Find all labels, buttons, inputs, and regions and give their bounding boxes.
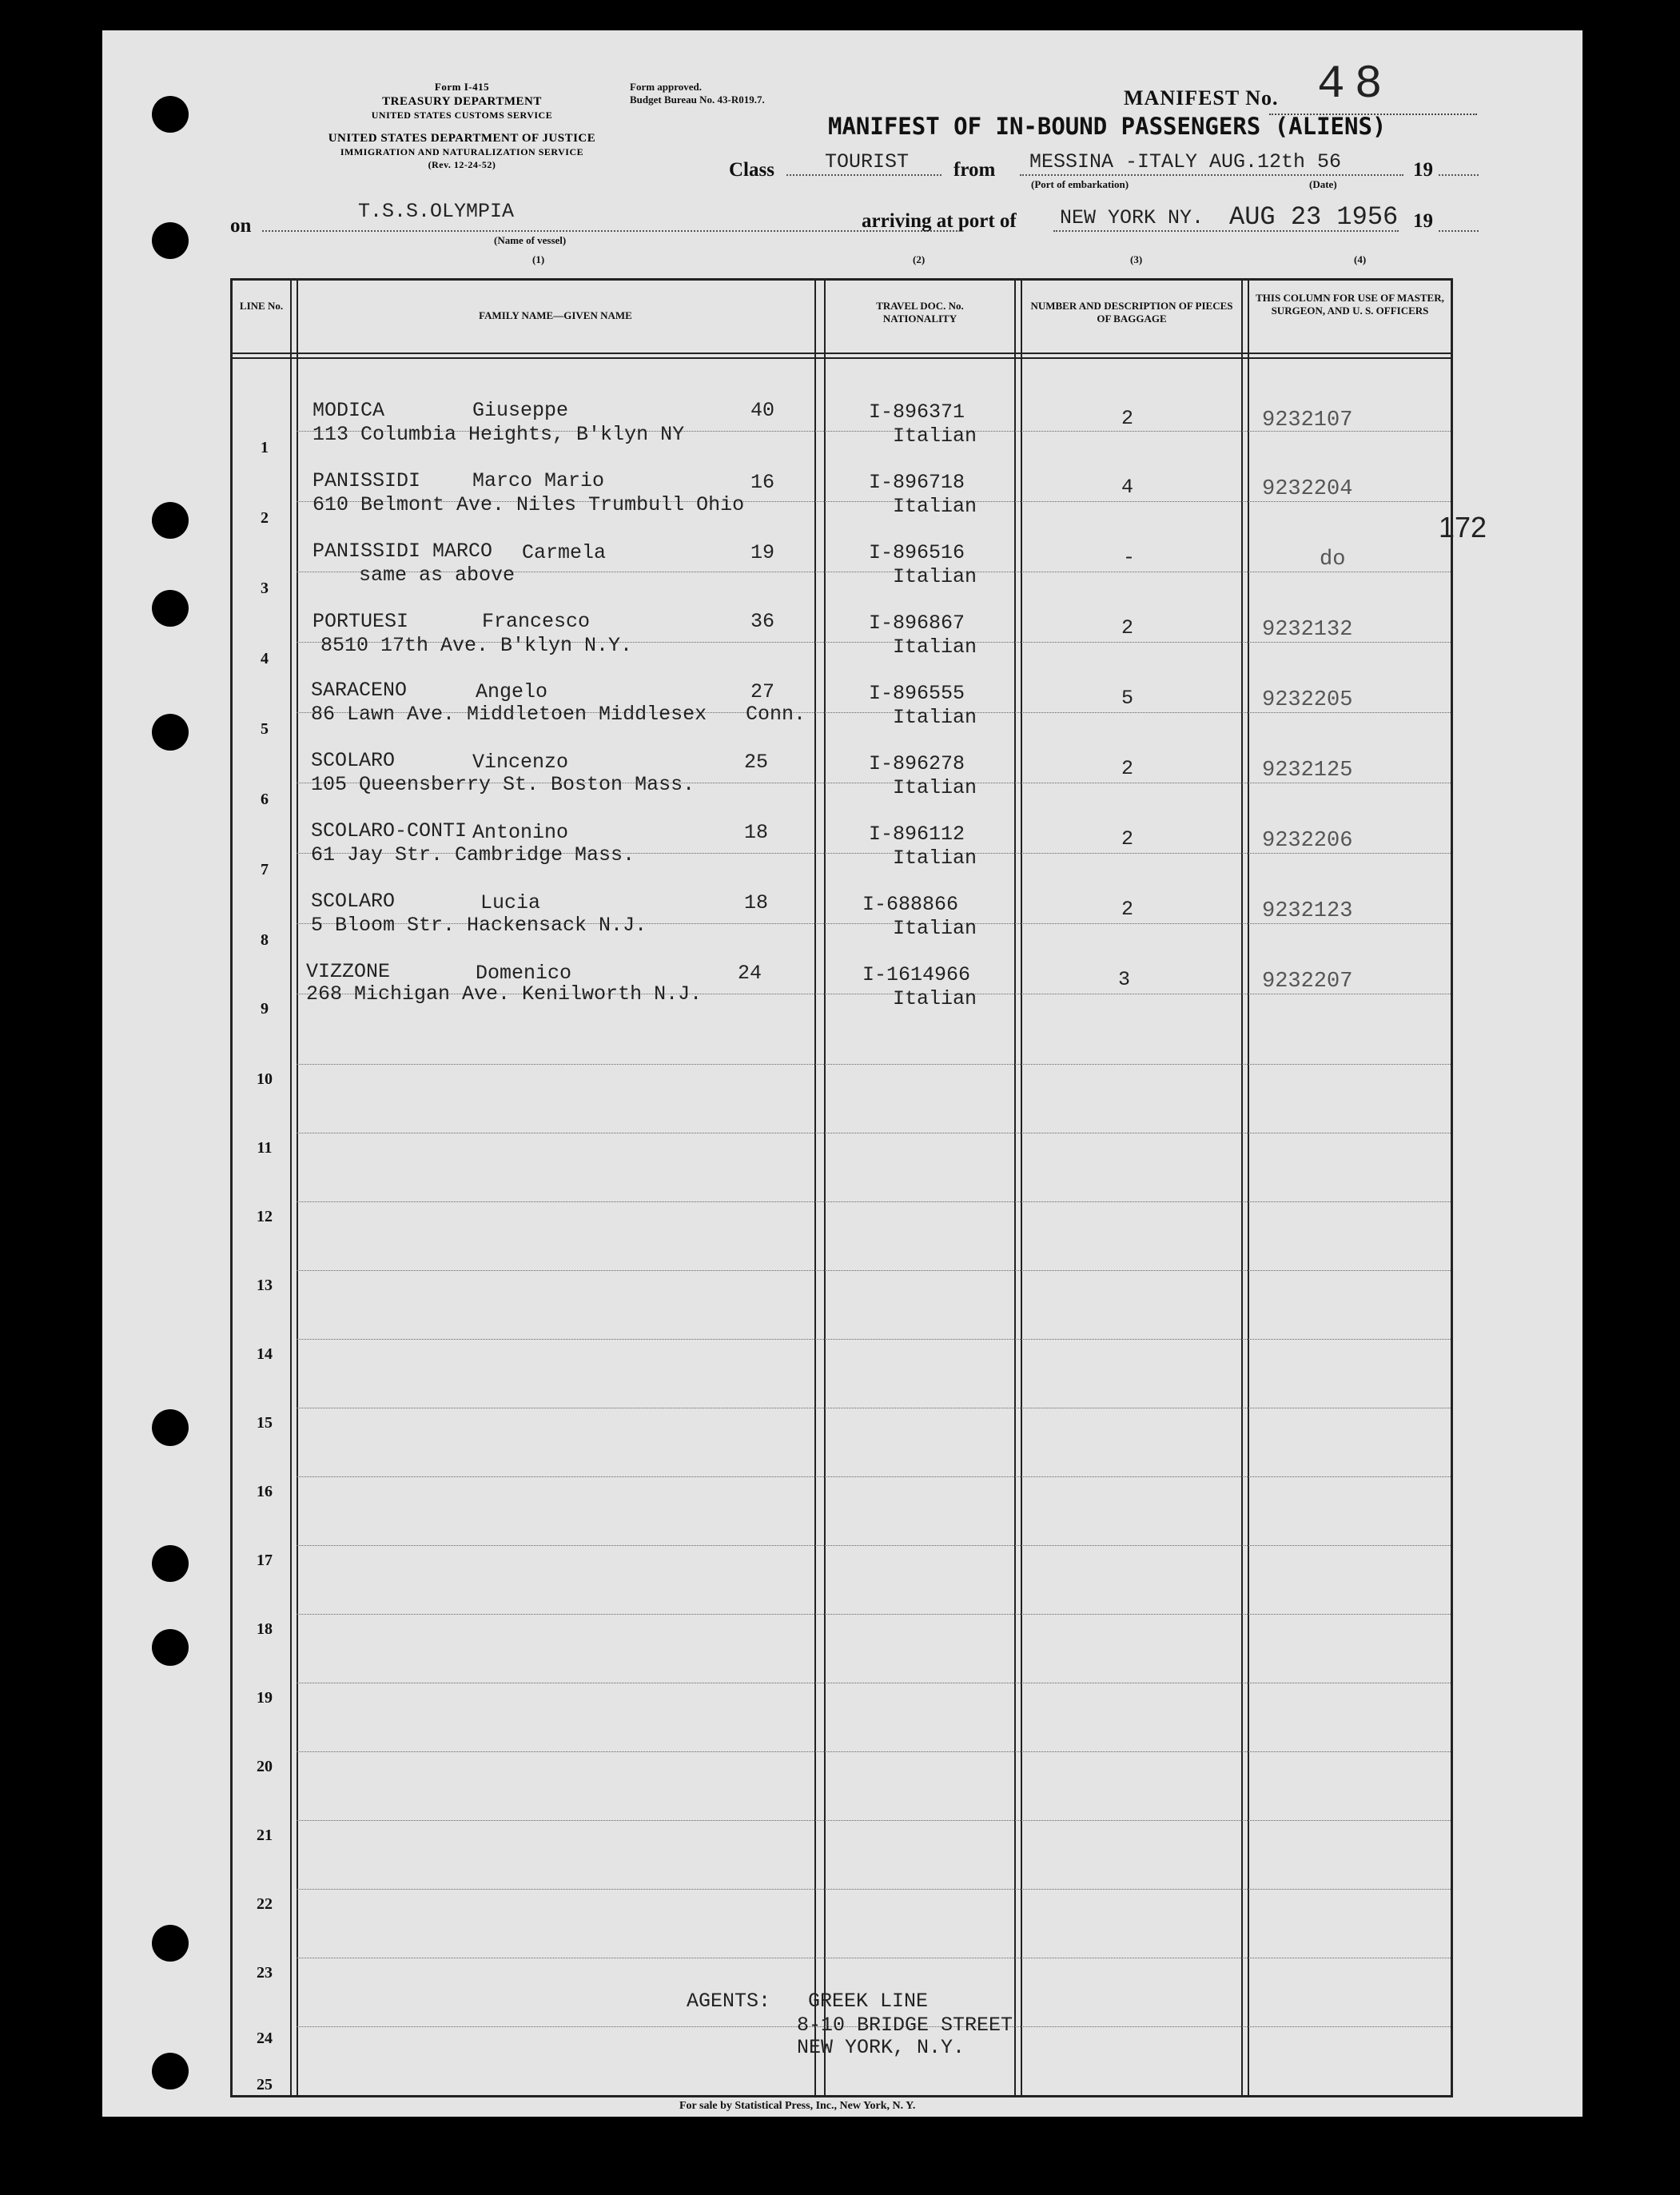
col-marker-3: (3) — [1130, 253, 1143, 265]
punch-hole — [152, 502, 189, 539]
passenger-given-name: Domenico — [476, 962, 572, 985]
col-divider — [1241, 281, 1243, 2095]
vessel-line — [262, 230, 957, 232]
passenger-address: 5 Bloom Str. Hackensack N.J. — [311, 914, 647, 937]
line-number: 24 — [257, 2030, 273, 2047]
passenger-family-name: PORTUESI — [313, 610, 409, 633]
passenger-doc-no: I-896555 — [869, 682, 965, 705]
from-label: from — [953, 159, 996, 181]
class-label: Class — [729, 159, 774, 181]
row-line — [297, 1270, 1451, 1271]
passenger-address: 105 Queensberry St. Boston Mass. — [311, 773, 695, 796]
passenger-doc-no: I-896112 — [869, 823, 965, 846]
passenger-nationality: Italian — [893, 847, 977, 870]
officer-number: 9232204 — [1262, 477, 1353, 501]
line-number: 2 — [261, 509, 269, 527]
passenger-given-name: Carmela — [522, 541, 607, 564]
line-number: 1 — [261, 439, 269, 456]
passenger-baggage: 2 — [1121, 757, 1134, 780]
year-line-2 — [1439, 230, 1479, 232]
line-number: 6 — [261, 791, 269, 808]
row-line — [297, 1476, 1451, 1477]
year-label-2: 19 — [1413, 210, 1433, 232]
from-value: MESSINA -ITALY AUG.12th 56 — [1029, 150, 1342, 173]
passenger-doc-no: I-896516 — [869, 541, 965, 564]
officer-number: 9232206 — [1262, 829, 1353, 853]
line-number: 8 — [261, 931, 269, 949]
punch-hole — [152, 1545, 189, 1582]
passenger-nationality: Italian — [893, 495, 977, 518]
passenger-nationality: Italian — [893, 424, 977, 448]
passenger-family-name: SCOLARO — [311, 890, 396, 913]
col-divider — [824, 281, 826, 2095]
passenger-age: 36 — [750, 610, 775, 633]
form-justice: UNITED STATES DEPARTMENT OF JUSTICE — [328, 132, 596, 145]
passenger-given-name: Lucia — [480, 891, 541, 914]
passenger-baggage: 2 — [1121, 407, 1134, 430]
form-rev: (Rev. 12-24-52) — [428, 159, 496, 170]
line-number: 20 — [257, 1758, 273, 1775]
line-number: 18 — [257, 1620, 273, 1638]
passenger-given-name: Angelo — [476, 680, 548, 703]
passenger-doc-no: I-1614966 — [862, 963, 971, 986]
passenger-nationality: Italian — [893, 565, 977, 588]
year-label: 19 — [1413, 159, 1433, 181]
passenger-address: 61 Jay Str. Cambridge Mass. — [311, 843, 635, 866]
line-number: 23 — [257, 1964, 273, 1982]
passenger-baggage: 2 — [1121, 898, 1134, 921]
manifest-page — [102, 30, 1582, 2117]
passenger-address: same as above — [359, 564, 516, 587]
col-divider — [290, 281, 292, 2095]
col-divider — [1248, 281, 1249, 2095]
line-number: 12 — [257, 1208, 273, 1225]
punch-hole — [152, 590, 189, 627]
passenger-family-name: MODICA — [313, 399, 385, 422]
line-number: 10 — [257, 1070, 273, 1088]
officer-number: 9232107 — [1262, 408, 1353, 432]
date-caption: (Date) — [1309, 178, 1337, 190]
line-number: 22 — [257, 1895, 273, 1913]
passenger-given-name: Marco Mario — [472, 469, 605, 492]
passenger-nationality: Italian — [893, 917, 977, 940]
officer-number: 9232123 — [1262, 899, 1353, 923]
passenger-age: 16 — [750, 471, 775, 494]
passenger-doc-no: I-896867 — [869, 611, 965, 635]
header-underline-2 — [233, 357, 1451, 359]
passenger-baggage: - — [1123, 546, 1136, 569]
arrival-line — [1053, 230, 1399, 232]
officer-number: do — [1320, 548, 1346, 572]
class-line — [786, 174, 942, 176]
passenger-given-name: Antonino — [472, 821, 569, 844]
officer-number: 9232205 — [1262, 688, 1353, 712]
row-line — [297, 1545, 1451, 1546]
line-number: 17 — [257, 1552, 273, 1569]
line-number: 7 — [261, 861, 269, 878]
passenger-address: 268 Michigan Ave. Kenilworth N.J. — [306, 982, 703, 1006]
officer-number: 9232132 — [1262, 618, 1353, 642]
budget-bureau: Budget Bureau No. 43-R019.7. — [630, 94, 765, 106]
passenger-age: 40 — [750, 399, 775, 422]
line-number: 5 — [261, 720, 269, 738]
passenger-doc-no: I-896278 — [869, 752, 965, 775]
passenger-address: 8510 17th Ave. B'klyn N.Y. — [320, 634, 633, 657]
col-marker-4: (4) — [1354, 253, 1367, 265]
arrival-date: AUG 23 1956 — [1229, 202, 1399, 232]
passenger-baggage: 2 — [1121, 827, 1134, 851]
vessel-caption: (Name of vessel) — [494, 234, 567, 246]
col-marker-2: (2) — [913, 253, 926, 265]
passenger-age: 19 — [750, 541, 775, 564]
punch-hole — [152, 1925, 189, 1962]
col-divider — [814, 281, 816, 2095]
agents-line-1: GREEK LINE — [808, 1990, 929, 2013]
passenger-family-name: PANISSIDI — [313, 469, 421, 492]
row-line — [297, 1614, 1451, 1615]
col-header-line-no: LINE No. — [239, 300, 284, 312]
year-line — [1439, 174, 1479, 176]
class-value: TOURIST — [825, 150, 910, 173]
passenger-given-name: Giuseppe — [472, 399, 569, 422]
passenger-baggage: 3 — [1118, 968, 1131, 991]
vessel-name: T.S.S.OLYMPIA — [358, 200, 515, 223]
passenger-family-name: SARACENO — [311, 679, 408, 702]
punch-hole — [152, 2053, 189, 2089]
passenger-address: 86 Lawn Ave. Middletoen Middlesex — [311, 703, 707, 726]
from-line — [1020, 174, 1403, 176]
agents-line-2: 8-10 BRIDGE STREET — [797, 2014, 1013, 2037]
passenger-doc-no: I-688866 — [862, 893, 959, 916]
form-department: TREASURY DEPARTMENT — [382, 95, 542, 108]
port-embark-caption: (Port of embarkation) — [1031, 178, 1129, 190]
manifest-no-label: MANIFEST No. — [1124, 86, 1279, 110]
passenger-family-name: PANISSIDI MARCO — [313, 540, 493, 563]
passenger-age: 18 — [744, 891, 769, 914]
page-title: MANIFEST OF IN-BOUND PASSENGERS (ALIENS) — [828, 113, 1387, 140]
passenger-age: 24 — [738, 962, 762, 985]
agents-label: AGENTS: — [687, 1990, 771, 2013]
form-number: Form I-415 — [434, 81, 490, 93]
col-header-officers: THIS COLUMN FOR USE OF MASTER, SURGEON, AND U. S. OFFICERS — [1256, 292, 1444, 317]
agents-line-3: NEW YORK, N.Y. — [797, 2036, 965, 2059]
line-number: 4 — [261, 650, 269, 667]
passenger-address: 610 Belmont Ave. Niles Trumbull Ohio — [313, 493, 745, 516]
row-line — [297, 1064, 1451, 1065]
col-header-name: FAMILY NAME—GIVEN NAME — [479, 309, 632, 321]
line-number: 16 — [257, 1483, 273, 1500]
arriving-label: arriving at port of — [862, 210, 1017, 232]
passenger-nationality: Italian — [893, 706, 977, 729]
header-underline — [233, 353, 1451, 354]
passenger-nationality: Italian — [893, 987, 977, 1010]
passenger-nationality: Italian — [893, 776, 977, 799]
passenger-doc-no: I-896718 — [869, 471, 965, 494]
passenger-family-name: VIZZONE — [306, 960, 391, 983]
arrival-port: NEW YORK NY. — [1060, 206, 1204, 229]
line-number: 14 — [257, 1345, 273, 1363]
manifest-number: 48 — [1317, 59, 1392, 111]
on-label: on — [230, 215, 252, 237]
line-number: 25 — [257, 2076, 273, 2093]
passenger-age: 27 — [750, 680, 775, 703]
line-number: 3 — [261, 580, 269, 597]
passenger-family-name: SCOLARO — [311, 749, 396, 772]
passenger-baggage: 4 — [1121, 476, 1134, 499]
punch-hole — [152, 1629, 189, 1666]
passenger-address: 113 Columbia Heights, B'klyn NY — [313, 423, 685, 446]
footer-printer: For sale by Statistical Press, Inc., New York, N. Y. — [679, 2100, 916, 2112]
line-number: 11 — [257, 1139, 273, 1157]
line-number: 19 — [257, 1689, 273, 1707]
passenger-given-name: Vincenzo — [472, 751, 569, 774]
col-divider — [297, 281, 298, 2095]
punch-hole — [152, 1409, 189, 1446]
row-line — [297, 1339, 1451, 1340]
col-header-baggage: NUMBER AND DESCRIPTION OF PIECES OF BAGGAGE — [1030, 300, 1233, 325]
passenger-family-name: SCOLARO-CONTI — [311, 819, 468, 843]
manifest-table — [230, 278, 1453, 2097]
margin-note: 172 — [1439, 511, 1487, 544]
col-marker-1: (1) — [532, 253, 545, 265]
punch-hole — [152, 714, 189, 751]
passenger-given-name: Francesco — [482, 610, 591, 633]
line-number: 13 — [257, 1277, 273, 1294]
passenger-age: 25 — [744, 751, 769, 774]
punch-hole — [152, 96, 189, 133]
col-divider — [1014, 281, 1016, 2095]
passenger-nationality: Italian — [893, 635, 977, 659]
row-line — [297, 1820, 1451, 1821]
col-divider — [1021, 281, 1022, 2095]
form-customs: UNITED STATES CUSTOMS SERVICE — [371, 110, 553, 121]
passenger-age-note: Conn. — [746, 703, 806, 726]
line-number: 9 — [261, 1000, 269, 1018]
line-number: 21 — [257, 1827, 273, 1844]
passenger-age: 18 — [744, 821, 769, 844]
passenger-doc-no: I-896371 — [869, 400, 965, 424]
row-line — [297, 1889, 1451, 1890]
line-number: 15 — [257, 1414, 273, 1432]
form-ins: IMMIGRATION AND NATURALIZATION SERVICE — [340, 146, 584, 157]
form-approved: Form approved. — [630, 81, 703, 93]
officer-number: 9232125 — [1262, 759, 1353, 783]
col-header-travel-doc: TRAVEL DOC. No. NATIONALITY — [876, 300, 964, 325]
passenger-baggage: 2 — [1121, 616, 1134, 639]
officer-number: 9232207 — [1262, 970, 1353, 994]
row-line — [297, 1751, 1451, 1752]
row-line — [297, 1201, 1451, 1202]
passenger-baggage: 5 — [1121, 687, 1134, 710]
punch-hole — [152, 222, 189, 259]
